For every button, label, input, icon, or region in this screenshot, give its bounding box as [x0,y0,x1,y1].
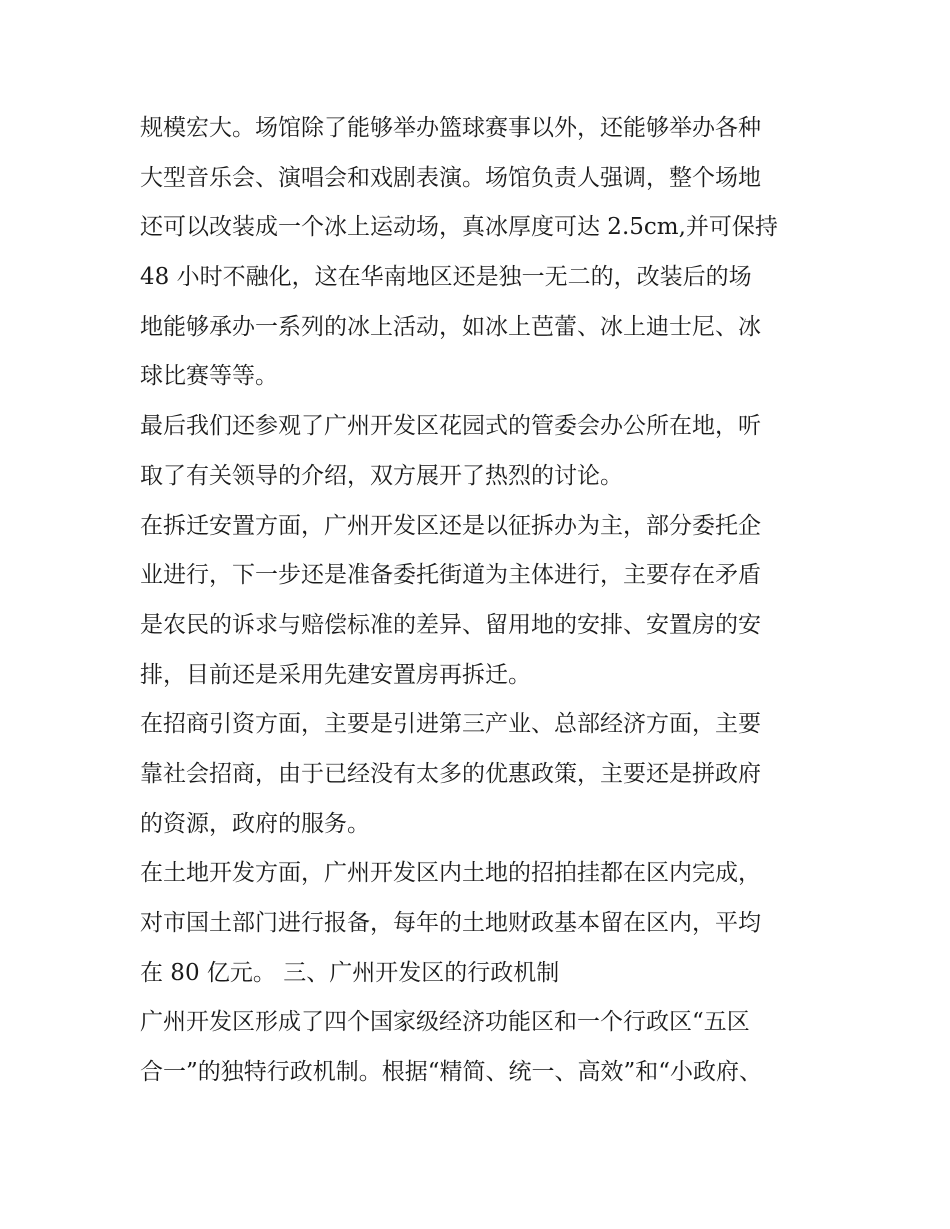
text-line: 规模宏大。场馆除了能够举办篮球赛事以外，还能够举办各种 [140,115,761,141]
text-line: 在土地开发方面，广州开发区内土地的招拍挂都在区内完成， [140,860,761,887]
text-line: 地能够承办一系列的冰上活动，如冰上芭蕾、冰上迪士尼、冰 [140,313,761,340]
text-line: 还可以改装成一个冰上运动场，真冰厚度可达 2.5cm,并可保持 [140,214,778,241]
text-line: 广州开发区形成了四个国家级经济功能区和一个行政区“五区 [140,1009,750,1036]
text-line: 是农民的诉求与赔偿标准的差异、留用地的安排、安置房的安 [140,611,761,638]
body-text [140,104,820,1098]
text-line: 球比赛等等。 [140,363,278,390]
text-line: 业进行，下一步还是准备委托街道为主体进行，主要存在矛盾 [140,562,761,589]
text-line: 对市国土部门进行报备，每年的土地财政基本留在区内，平均 [140,910,761,936]
text-line: 48 小时不融化，这在华南地区还是独一无二的，改装后的场 [140,264,752,291]
text-line: 排，目前还是采用先建安置房再拆迁。 [140,661,531,688]
text-line: 合一”的独特行政机制。根据“精简、统一、高效”和“小政府、 [140,1059,763,1086]
text-line: 取了有关领导的介绍，双方展开了热烈的讨论。 [140,462,623,489]
text-line: 在拆迁安置方面，广州开发区还是以征拆办为主，部分委托企 [140,512,761,539]
text-line: 在招商引资方面，主要是引进第三产业、总部经济方面，主要 [140,711,761,738]
text-line: 在 80 亿元。 三、广州开发区的行政机制 [140,959,560,986]
text-line: 靠社会招商，由于已经没有太多的优惠政策，主要还是拼政府 [140,760,761,787]
text-line: 最后我们还参观了广州开发区花园式的管委会办公所在地，听 [140,413,761,440]
text-line: 大型音乐会、演唱会和戏剧表演。场馆负责人强调，整个场地 [140,164,761,191]
text-line: 的资源，政府的服务。 [140,810,370,837]
